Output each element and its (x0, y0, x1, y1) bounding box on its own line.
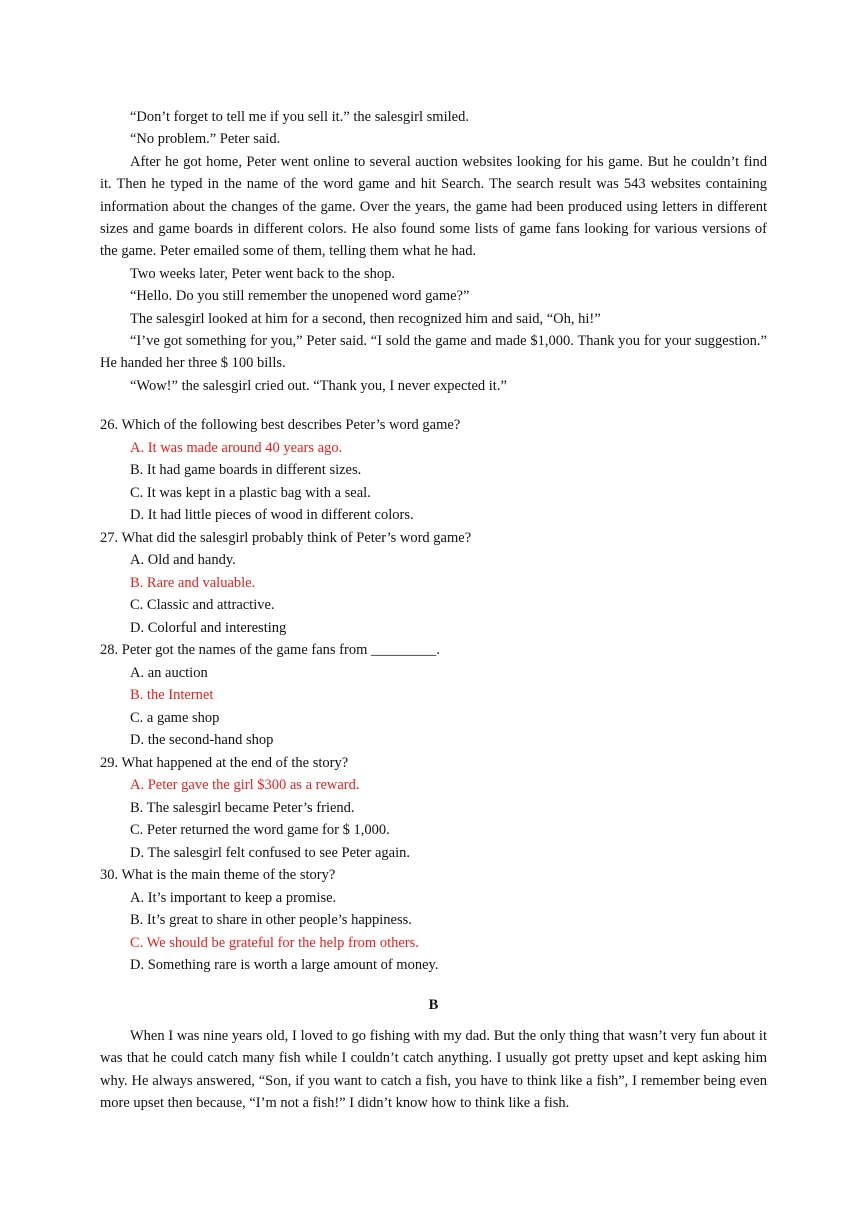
option-b: B. the Internet (130, 687, 214, 704)
option-a: A. It was made around 40 years ago. (130, 439, 343, 456)
spacer (100, 397, 767, 414)
story-paragraph: Two weeks later, Peter went back to the shop. (130, 265, 395, 282)
story-paragraph: “Hello. Do you still remember the unopened word game?” (130, 288, 470, 305)
story-paragraph: After he got home, Peter went online to several auction websites looking for his game. But he couldn’t find it. Then he typed in the name of the word game and hit Search. The search result was 543 websites containing information about the changes of the game. Over the years, the game had been produced using letters in different sizes and game boards in different colors. He also found some lists of game fans looking for various versions of the game. Peter emailed some of them, telling them what he had. (100, 153, 767, 260)
option-d: D. The salesgirl felt confused to see Peter again. (130, 844, 410, 861)
story-paragraph: “Don’t forget to tell me if you sell it.” the salesgirl smiled. (130, 109, 469, 125)
option-b: B. The salesgirl became Peter’s friend. (130, 799, 355, 816)
spacer (100, 1016, 767, 1025)
story-paragraph: The salesgirl looked at him for a second, then recognized him and said, “Oh, hi!” (130, 310, 601, 327)
question-text: 29. What happened at the end of the story? (100, 754, 349, 771)
question-text: 27. What did the salesgirl probably think of Peter’s word game? (100, 529, 472, 546)
question-block-29 (100, 752, 767, 865)
option-a: A. Peter gave the girl $300 as a reward. (130, 777, 360, 794)
option-c: C. It was kept in a plastic bag with a seal. (130, 484, 371, 501)
option-a: A. Old and handy. (130, 552, 236, 569)
section-b-paragraph: When I was nine years old, I loved to go fishing with my dad. But the only thing that wasn’t very fun about it was that he could catch many fish while I couldn’t catch anything. I usually got pretty upset and kept asking him why. He always answered, “Son, if you want to catch a fish, you have to think like a fish”, I remember being even more upset then because, “I’m not a fish!” I didn’t know how to think like a fish. (100, 1027, 767, 1111)
question-block-27 (100, 527, 767, 640)
option-d: D. It had little pieces of wood in different colors. (130, 507, 414, 524)
question-text: 30. What is the main theme of the story? (100, 867, 336, 884)
document-page (100, 106, 767, 1114)
option-c: C. Classic and attractive. (130, 597, 275, 614)
story-paragraph: “No problem.” Peter said. (130, 131, 281, 148)
spacer (100, 977, 767, 994)
question-text: 26. Which of the following best describes Peter’s word game? (100, 417, 461, 434)
question-text: 28. Peter got the names of the game fans from _________. (100, 642, 440, 659)
option-c: C. Peter returned the word game for $ 1,000. (130, 822, 390, 839)
option-c: C. We should be grateful for the help from others. (130, 934, 419, 951)
story-paragraph: “I’ve got something for you,” Peter said. “I sold the game and made $1,000. Thank you for your suggestion.” He handed her three $ 100 bills. (100, 333, 767, 372)
question-block-26 (100, 414, 767, 527)
option-a: A. It’s important to keep a promise. (130, 889, 337, 906)
option-d: D. Colorful and interesting (130, 619, 287, 636)
option-b: B. It’s great to share in other people’s happiness. (130, 912, 412, 929)
option-d: D. the second-hand shop (130, 732, 274, 749)
story-passage (100, 106, 767, 397)
option-b: B. Rare and valuable. (130, 574, 256, 591)
section-title: B (428, 996, 439, 1013)
option-c: C. a game shop (130, 709, 220, 726)
option-d: D. Something rare is worth a large amount of money. (130, 957, 439, 974)
story-paragraph: “Wow!” the salesgirl cried out. “Thank you, I never expected it.” (130, 377, 507, 394)
question-block-30 (100, 864, 767, 977)
question-list (100, 414, 767, 977)
option-a: A. an auction (130, 664, 208, 681)
question-block-28 (100, 639, 767, 752)
section-b (100, 994, 767, 1115)
option-b: B. It had game boards in different sizes. (130, 462, 362, 479)
